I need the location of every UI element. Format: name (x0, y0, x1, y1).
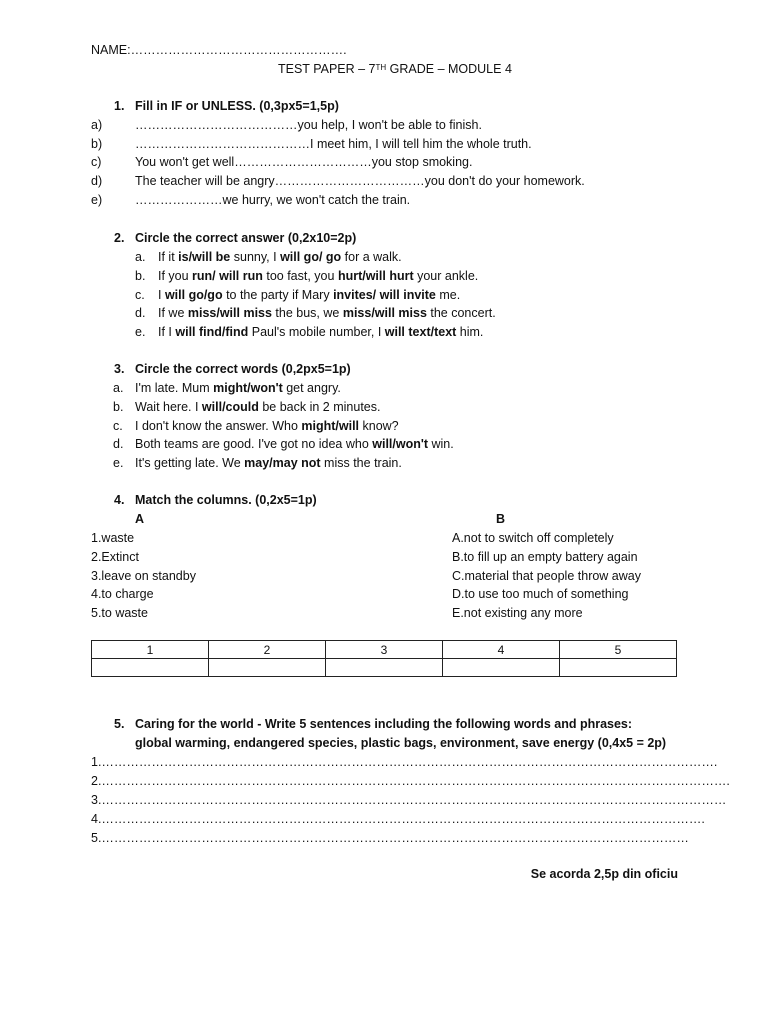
answer-cell-3[interactable] (326, 659, 443, 677)
ex2-heading (114, 231, 356, 246)
ex3-item-text: miss the train. (320, 456, 402, 471)
title-suffix: GRADE – MODULE 4 (386, 62, 512, 76)
answer-cell-1[interactable] (92, 659, 209, 677)
ex2-item-text: for a walk. (341, 250, 402, 264)
ex3-item-text: be back in 2 minutes. (258, 399, 381, 414)
answer-grid-header: 5 (560, 641, 677, 659)
ex3-item-marker: b. (113, 399, 124, 414)
ex3-item (113, 381, 341, 396)
ex2-item-marker: d. (135, 306, 146, 321)
ex2-choice[interactable]: miss/will miss (187, 306, 272, 321)
ex1-item-text: You won't get well……………………………you stop smoking. (135, 155, 473, 170)
ex2-choice[interactable]: hurt/will hurt (337, 268, 414, 283)
column-b-item: B.to fill up an empty battery again (452, 549, 638, 564)
ex3-item (113, 437, 454, 452)
ex2-item (135, 325, 483, 340)
ex1-item-marker: c) (91, 155, 102, 170)
ex5-title: Caring for the world - Write 5 sentences including the following words and phrases: (135, 717, 633, 731)
column-b-header: B (496, 512, 506, 526)
ex3-item-text: I'm late. Mum (135, 381, 214, 395)
ex4-number: 4. (114, 493, 125, 507)
ex3-item-text: win. (428, 437, 454, 452)
ex2-item-text: the bus, we (271, 306, 343, 321)
writing-line[interactable]: 3.…………………………………………………………………………………………………………………………………… (91, 793, 727, 807)
answer-grid-header: 2 (209, 641, 326, 659)
ex3-item (113, 456, 402, 471)
ex2-item-text: sunny, I (230, 250, 281, 264)
ex3-item-marker: a. (113, 381, 124, 395)
answer-grid-header: 4 (443, 641, 560, 659)
ex2-item-text: your ankle. (413, 268, 479, 283)
answer-grid-answer-row (92, 659, 677, 677)
ex2-item-text: me. (435, 287, 461, 302)
ex3-item-text: know? (359, 418, 399, 433)
ex3-item-text: Both teams are good. I've got no idea who (135, 437, 373, 452)
ex3-choice[interactable]: might/won't (213, 381, 283, 395)
ex3-item-marker: e. (113, 456, 124, 471)
column-a-header: A (135, 512, 145, 526)
ex1-item-text: The teacher will be angry………………………………you don't do your homework. (135, 174, 585, 189)
page-title (278, 62, 512, 77)
ex3-item-text: get angry. (282, 381, 341, 395)
column-b-item: A.not to switch off completely (452, 531, 614, 545)
column-b-item: C.material that people throw away (452, 568, 641, 583)
ex3-item (113, 419, 399, 434)
title-superscript: TH (375, 63, 387, 72)
ex1-item (91, 137, 532, 152)
ex2-item (135, 269, 478, 284)
ex2-item-marker: e. (135, 325, 146, 340)
ex5-subtitle: global warming, endangered species, plastic bags, environment, save energy (0,4x5 = 2p) (135, 736, 667, 750)
ex4-title: Match the columns. (0,2x5=1p) (135, 493, 317, 507)
ex1-item-text: …………………………………you help, I won't be able to finish. (135, 118, 482, 132)
column-b-item: D.to use too much of something (452, 587, 629, 602)
ex2-choice[interactable]: will go/ go (280, 250, 342, 264)
ex2-item (135, 288, 460, 303)
ex1-item (91, 118, 482, 133)
answer-grid-header: 3 (326, 641, 443, 659)
column-a-item: 4.to charge (91, 587, 154, 602)
ex2-item-marker: b. (135, 268, 146, 283)
ex1-number: 1. (114, 99, 125, 113)
ex4-heading (114, 493, 317, 508)
writing-line[interactable]: 1.…………………………………………………………………………………………………………………………………. (91, 755, 718, 769)
ex2-item-text: Paul's mobile number, I (248, 325, 385, 340)
bonus-points-note: Se acorda 2,5p din oficiu (530, 867, 678, 881)
ex3-choice[interactable]: might/will (301, 418, 360, 433)
ex2-item-marker: c. (135, 287, 145, 302)
ex2-choice[interactable]: invites/ will invite (333, 287, 436, 302)
ex2-item-text: I (158, 287, 165, 302)
answer-grid-header: 1 (92, 641, 209, 659)
ex3-number: 3. (114, 362, 125, 376)
answer-cell-2[interactable] (209, 659, 326, 677)
ex2-item-text: If we (158, 306, 188, 321)
ex1-item-marker: b) (91, 136, 103, 151)
ex3-title: Circle the correct words (0,2px5=1p) (135, 362, 351, 376)
ex1-item-marker: d) (91, 174, 103, 189)
ex1-item-marker: e) (91, 192, 103, 207)
ex1-item (91, 155, 472, 170)
ex2-item-text: If it (158, 250, 179, 264)
column-a-item: 3.leave on standby (91, 568, 196, 583)
ex2-choice[interactable]: miss/will miss (342, 306, 427, 321)
ex2-choice[interactable]: is/will be (178, 250, 231, 264)
ex2-item-text: too fast, you (262, 268, 338, 283)
ex2-choice[interactable]: will go/go (164, 287, 223, 302)
ex2-item (135, 250, 402, 265)
ex1-item-marker: a) (91, 118, 103, 132)
ex2-item-marker: a. (135, 250, 146, 264)
ex5-heading (114, 717, 632, 732)
ex3-item-marker: d. (113, 437, 124, 452)
answer-grid-header-row (92, 641, 677, 659)
ex3-heading (114, 362, 351, 377)
column-a-item: 5.to waste (91, 606, 148, 621)
ex2-item-text: If I (158, 325, 176, 340)
ex1-heading (114, 99, 339, 114)
ex2-item-text: him. (456, 325, 484, 340)
writing-line[interactable]: 4.………………………………………………………………………………………………………………………………. (91, 812, 705, 826)
ex2-choice[interactable]: will text/text (384, 325, 457, 340)
ex2-item-text: If you (158, 268, 193, 283)
column-a-item: 2.Extinct (91, 549, 139, 564)
ex1-item (91, 193, 410, 208)
ex2-choice[interactable]: run/ will run (192, 268, 263, 283)
ex3-item-text: I don't know the answer. Who (135, 418, 302, 433)
answer-cell-4[interactable] (443, 659, 560, 677)
name-field: NAME:……………………………………………. (91, 43, 347, 57)
ex2-item-text: to the party if Mary (222, 287, 334, 302)
title-prefix: TEST PAPER – 7 (278, 62, 376, 76)
ex2-choice[interactable]: will find/find (175, 325, 249, 340)
ex3-item (113, 400, 380, 415)
ex3-choice[interactable]: will/could (201, 399, 259, 414)
ex3-item-marker: c. (113, 418, 123, 433)
ex3-item-text: It's getting late. We (135, 456, 245, 471)
ex1-title: Fill in IF or UNLESS. (0,3px5=1,5p) (135, 99, 339, 113)
ex1-item (91, 174, 585, 189)
writing-line[interactable]: 2.……………………………………………………………………………………………………………………………………. (91, 774, 730, 788)
ex2-item (135, 306, 496, 321)
ex2-item-text: the concert. (426, 306, 496, 321)
ex1-item-text: …………………we hurry, we won't catch the train. (135, 192, 411, 207)
ex2-number: 2. (114, 231, 125, 245)
ex3-choice[interactable]: may/may not (244, 456, 321, 471)
writing-line[interactable]: 5.…………………………………………………………………………………………………………………………… (91, 831, 689, 845)
ex5-number: 5. (114, 717, 125, 731)
ex2-title: Circle the correct answer (0,2x10=2p) (135, 231, 357, 245)
ex1-item-text: ……………………………………I meet him, I will tell him the whole truth. (135, 136, 532, 151)
answer-cell-5[interactable] (560, 659, 677, 677)
column-a-item: 1.waste (91, 531, 135, 545)
answer-grid (91, 640, 677, 677)
column-b-item: E.not existing any more (452, 606, 583, 621)
ex3-choice[interactable]: will/won't (372, 437, 429, 452)
ex3-item-text: Wait here. I (135, 399, 202, 414)
